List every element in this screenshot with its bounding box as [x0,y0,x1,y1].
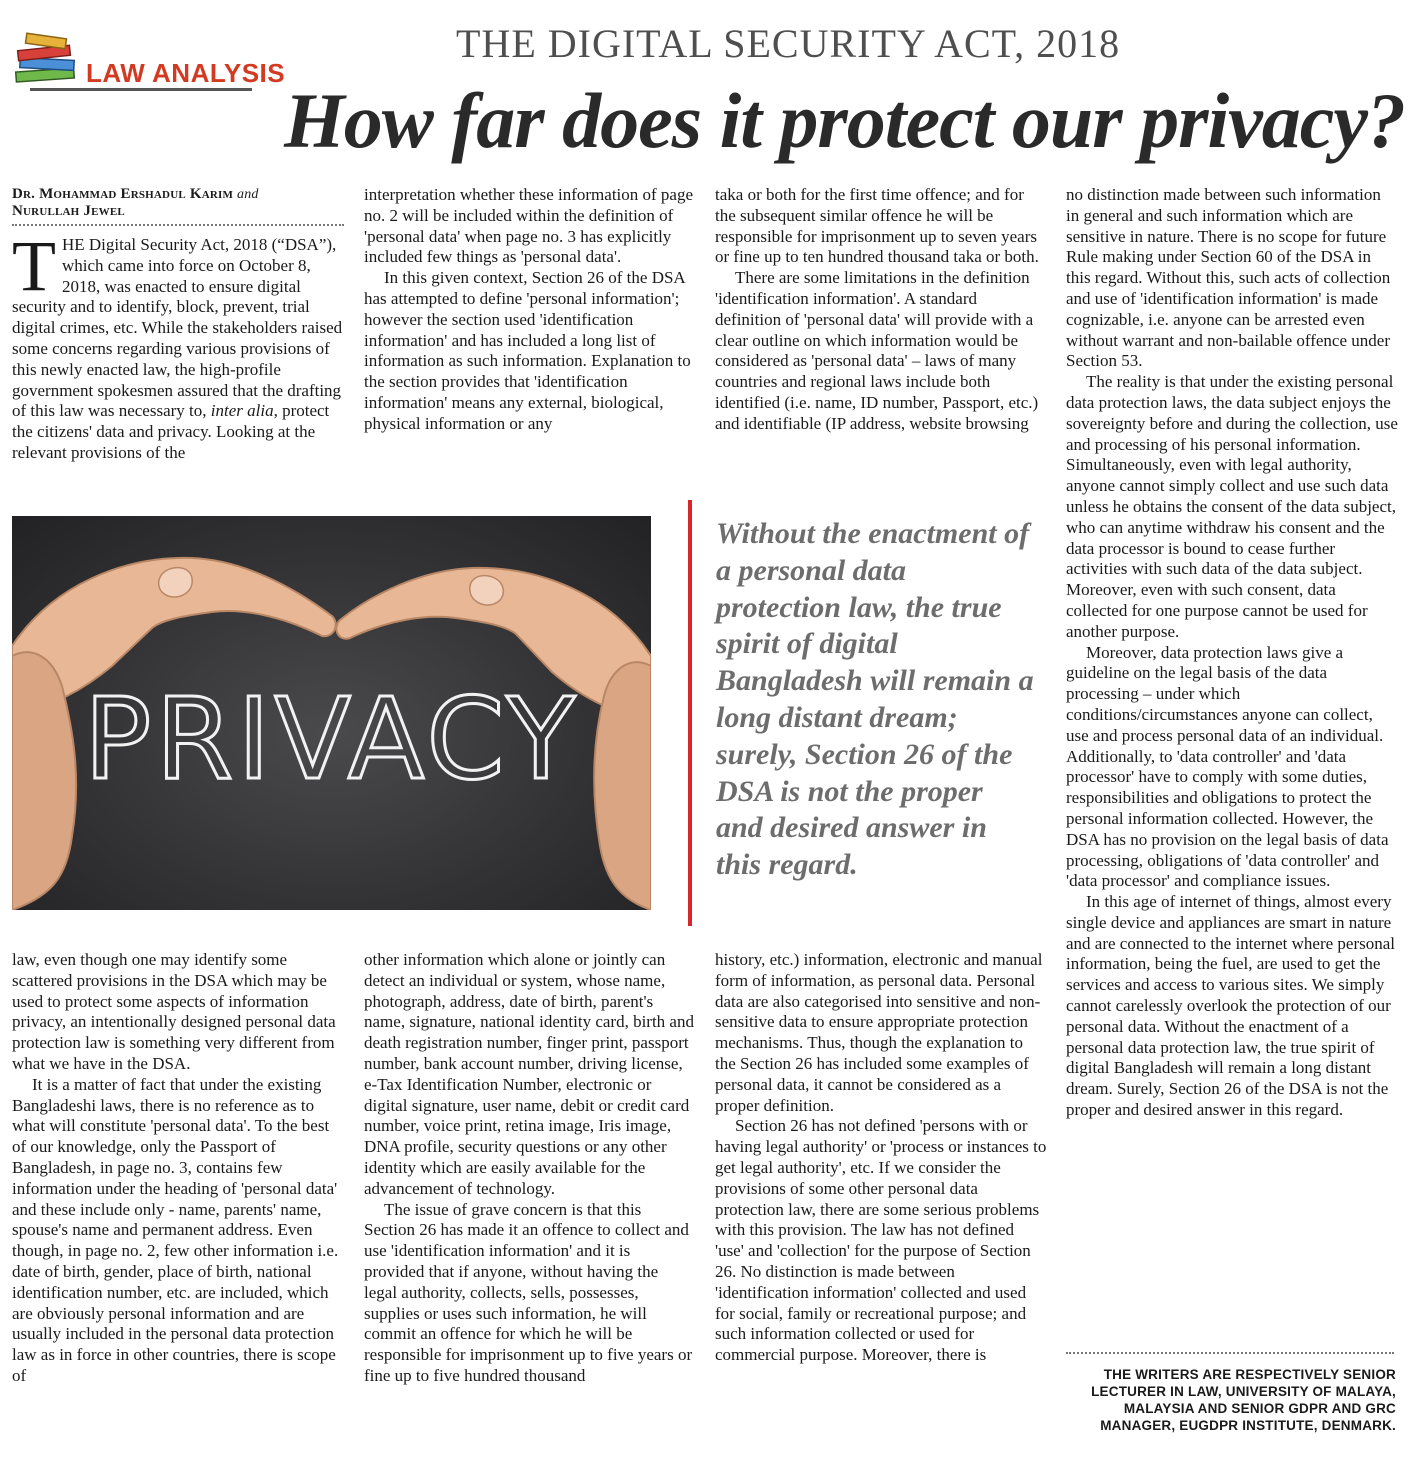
article-column-2-bottom [364,950,694,1387]
article-paragraph: taka or both for the first time offence; and for the subsequent similar offence he will be responsible for imprisonment up to seven years or fine up to ten hundred thousand taka or both. [715,185,1039,267]
article-paragraph: law, even though one may identify some scattered provisions in the DSA which may be used to protect some aspects of information privacy, an intentionally designed personal data protection law is something very different from what we have in the DSA. [12,950,336,1073]
author-1: Dr. Mohammad Ershadul Karim [12,186,234,202]
article-paragraph: interpretation whether these information of page no. 2 will be included within the definition of 'personal data' when page no. 3 has explicitly included few things as 'personal data'. [364,185,694,267]
article-text: , protect the citizens' data and privacy. Looking at the relevant provisions of the [12,401,330,462]
article-column-1-top [12,226,344,464]
pullquote: Without the enactment of a personal data protection law, the true spirit of digital Bangladesh will remain a long distant dream; surely, Section 26 of the DSA is not the proper and desired answer in this regard. [716,517,1034,882]
pullquote-rule [688,500,692,926]
article-paragraph: history, etc.) information, electronic and manual form of information, as personal data. Personal data are also categorised into sensitive and non-sensitive data to ensure appropriate protection mechanisms. Thus, though the explanation to the Section 26 has included some examples of personal data, it cannot be considered as a proper definition. [715,950,1043,1115]
byline-rule [12,224,344,226]
article-paragraph: In this age of internet of things, almost every single device and appliances are smart in nature and are connected to the internet where personal information, being the fuel, are used to get the services and access to various sites. We simply cannot carelessly overlook the protection of our personal data. Without the enactment of a personal data protection law, the true spirit of digital Bangladesh will remain a long distant dream. Surely, Section 26 of the DSA is not the proper and desired answer in this regard. [1066,892,1395,1120]
drop-cap: T [12,226,56,306]
article-paragraph: There are some limitations in the definition 'identification information'. A standard definition of 'personal data' will provide with a clear outline on which information would be considered as 'personal data' – laws of many countries and regional laws include both identified (i.e. name, ID number, Passport, etc.) and identifiable (IP address, website browsing [715,268,1039,433]
books-icon [12,30,82,88]
article-paragraph: The reality is that under the existing personal data protection laws, the data subject enjoys the sovereignty before and during the collection, use and processing of his personal information. Simultaneously, even with legal authority, anyone cannot simply collect and use such data unless he obtains the consent of the data subject, who can anytime withdraw his consent and the data processor is bound to cease further activities with such data of the data subject. Moreover, even with such consent, data collected for one purpose cannot be used for another purpose. [1066,372,1398,641]
article-paragraph: no distinction made between such information in general and such information which are sensitive in nature. There is no scope for future Rule making under Section 60 of the DSA in this regard. Without this, such acts of collection and use of 'identification information' is made cognizable, i.e. anyone can be arrested even without warrant and non-bailable offence under Section 53. [1066,185,1391,371]
privacy-word: PRIVACY [83,675,580,805]
article-column-4 [1066,185,1398,1121]
article-paragraph: Moreover, data protection laws give a guideline on the legal basis of the data processing – under which conditions/circumstances anyone can collect, use and process personal data of an individual. Additionally, to 'data controller' and 'data processor' have to comply with some duties, responsibilities and obligations to protect the personal information collected. However, the DSA has no provision on the legal basis of data processing, obligations of 'data controller' and 'data processor' and compliance issues. [1066,642,1389,891]
kicker: THE DIGITAL SECURITY ACT, 2018 [456,21,1121,66]
privacy-photo [12,516,651,910]
article-column-3-bottom [715,950,1047,1366]
writers-bio: THE WRITERS ARE RESPECTIVELY SENIOR LECTURER IN LAW, UNIVERSITY OF MALAYA, MALAYSIA AND SENIOR GDPR AND GRC MANAGER, EUGDPR INSTITUTE, DENMARK. [1091,1367,1396,1433]
byline-joiner: and [237,187,259,202]
section-label: LAW ANALYSIS [86,58,286,88]
article-paragraph [12,226,344,464]
article-column-2-top [364,185,694,435]
byline [12,186,344,220]
author-2: Nurullah Jewel [12,203,125,219]
section-rule [30,88,252,91]
headline: How far does it protect our privacy? [284,77,1405,164]
article-paragraph: Section 26 has not defined 'persons with or having legal authority' or 'process or instances to get legal authority', etc. If we consider the provisions of some other personal data protection law, there are some serious problems with this provision. The law has not defined 'use' and 'collection' for the purpose of Section 26. No distinction is made between 'identification information' collected and used for social, family or recreational purpose; and such information collected or used for commercial purpose. Moreover, there is [715,1116,1047,1365]
article-paragraph: other information which alone or jointly can detect an individual or system, whose name, photograph, address, date of birth, parent's name, signature, national identity card, birth and death registration number, finger print, passport number, bank account number, driving license, e-Tax Identification Number, electronic or digital signature, user name, debit or credit card number, voice print, retina image, Iris image, DNA profile, security questions or any other identity which are easily available for the advancement of technology. [364,950,694,1198]
article-paragraph: The issue of grave concern is that this Section 26 has made it an offence to collect and use 'identification information' and it is provided that if anyone, without having the legal authority, collects, sells, possesses, supplies or uses such information, he will commit an offence for which he will be responsible for imprisonment up to five years or fine up to five hundred thousand [364,1199,693,1385]
article-column-1-bottom [12,950,344,1387]
article-italic: inter alia [210,401,274,421]
bio-rule [1066,1352,1394,1354]
article-text: HE Digital Security Act, 2018 (“DSA”), which came into force on October 8, 2018, was enacted to ensure digital security and to identify, block, prevent, trial digital crimes, etc. While the stakeholders raised some concerns regarding various provisions of this newly enacted law, the high-profile government spokesmen assured that the drafting of this law was necessary to, [12,235,343,421]
article-column-3-top [715,185,1047,435]
article-paragraph: In this given context, Section 26 of the DSA has attempted to define 'personal information'; however the section used 'identification information' and has included a long list of information as such information. Explanation to the section provides that 'identification information' means any external, biological, physical information or any [364,268,691,433]
article-paragraph: It is a matter of fact that under the existing Bangladeshi laws, there is no reference as to what will constitute 'personal data'. To the best of our knowledge, only the Passport of Bangladesh, in page no. 3, contains few information under the heading of 'personal data' and these include only - name, parents' name, spouse's name and permanent address. Even though, in page no. 2, few other information i.e. date of birth, gender, place of birth, national identification number, etc. are included, which are obviously personal information and are usually included in the personal data protection law as in force in other countries, there is scope of [12,1074,339,1385]
